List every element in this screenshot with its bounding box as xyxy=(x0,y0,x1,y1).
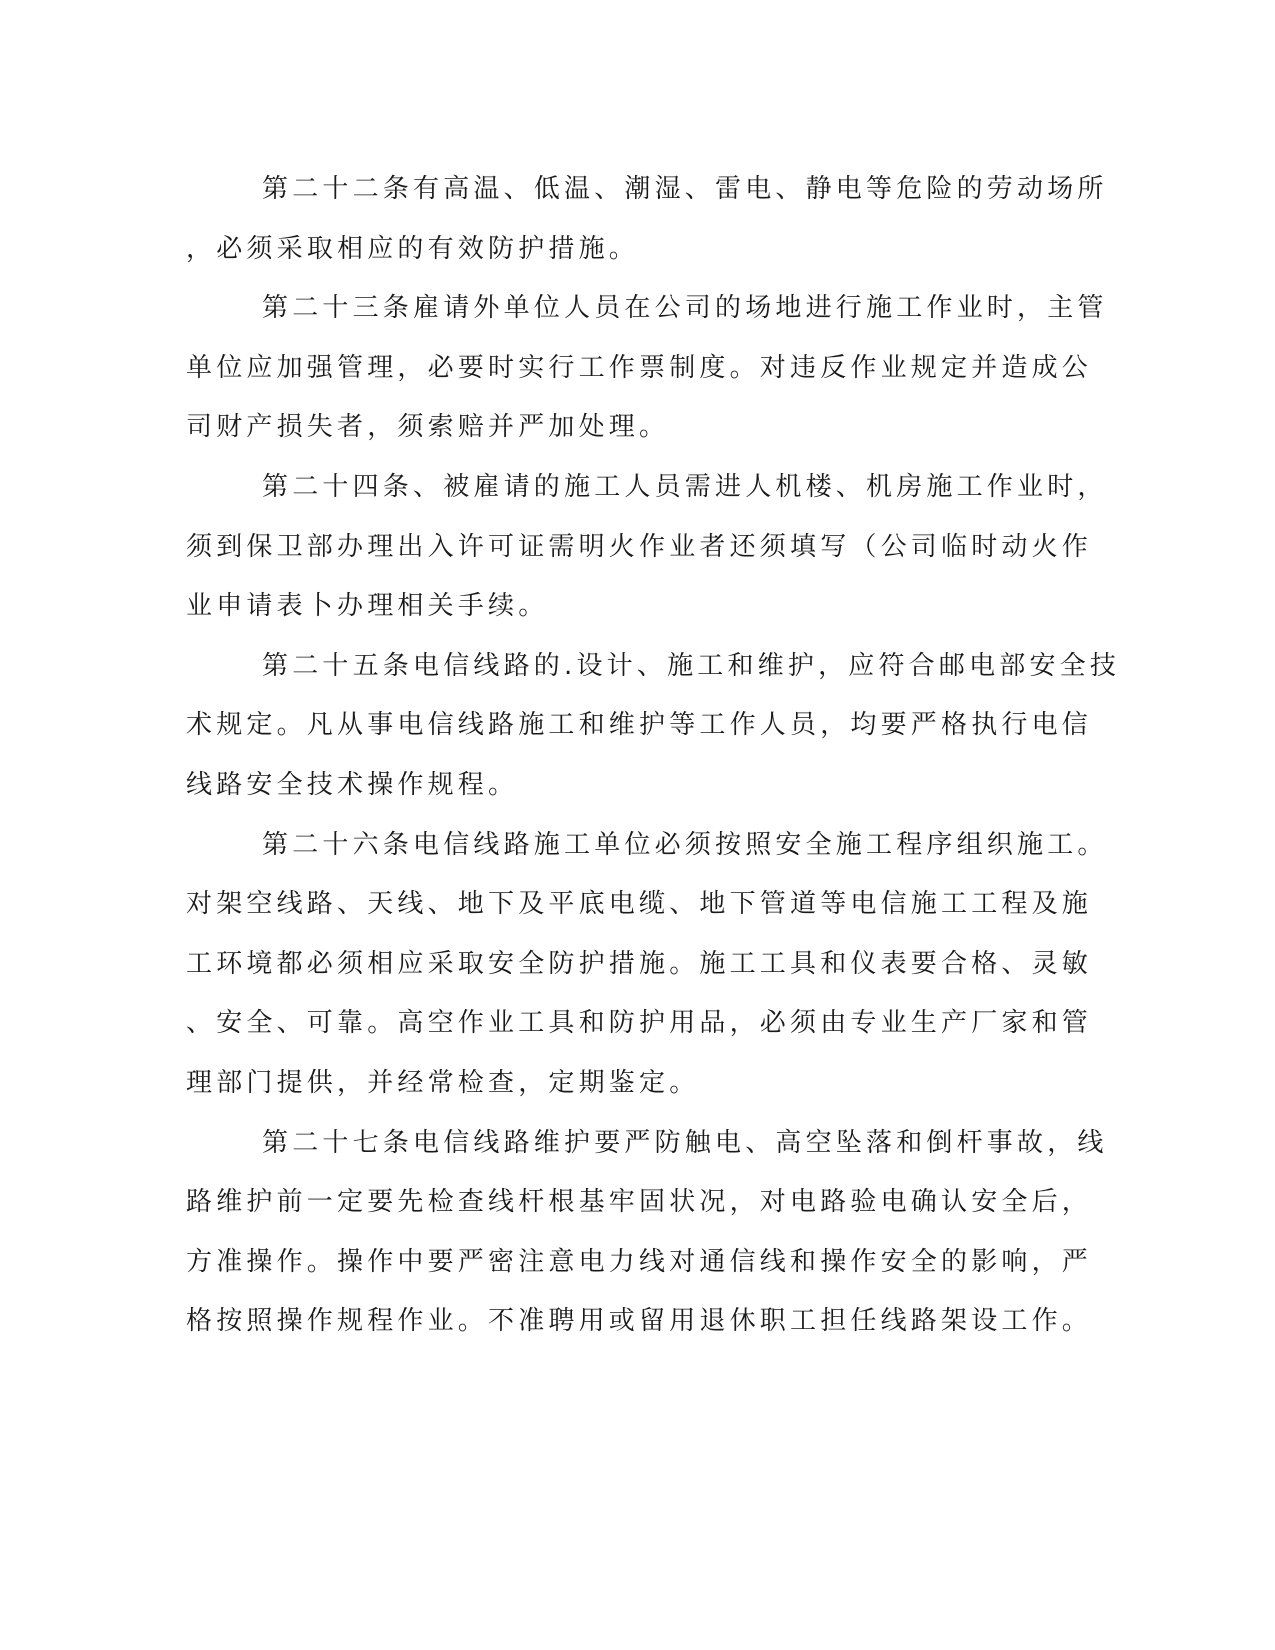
article-27-line-1: 第二十七条电信线路维护要严防触电、高空坠落和倒杆事故，线 xyxy=(262,1127,1108,1158)
article-25-line-3: 线路安全技术操作规程。 xyxy=(186,769,519,800)
article-24-line-1: 第二十四条、被雇请的施工人员需进人机楼、机房施工作业时， xyxy=(262,471,1108,502)
article-26-line-1: 第二十六条电信线路施工单位必须按照安全施工程序组织施工。 xyxy=(262,829,1108,860)
article-26-line-5: 理部门提供，并经常检查，定期鉴定。 xyxy=(186,1067,700,1098)
article-24-line-3: 业申请表卜办理相关手续。 xyxy=(186,591,549,622)
article-27-line-4: 格按照操作规程作业。不准聘用或留用退休职工担任线路架设工作。 xyxy=(186,1306,1093,1337)
article-26-line-4: 、安全、可靠。高空作业工具和防护用品，必须由专业生产厂家和管 xyxy=(186,1008,1093,1039)
document-body xyxy=(186,160,1121,1352)
article-27-line-2: 路维护前一定要先检查线杆根基牢固状况，对电路验电确认安全后， xyxy=(186,1187,1093,1218)
article-22-line-2: ，必须采取相应的有效防护措施。 xyxy=(186,233,640,264)
article-23-line-3: 司财产损失者，须索赔并严加处理。 xyxy=(186,412,670,443)
article-25-line-2: 术规定。凡从事电信线路施工和维护等工作人员，均要严格执行电信 xyxy=(186,710,1093,741)
article-23-line-2: 单位应加强管理，必要时实行工作票制度。对违反作业规定并造成公 xyxy=(186,352,1093,383)
article-26-line-3: 工环境都必须相应采取安全防护措施。施工工具和仪表要合格、灵敏 xyxy=(186,948,1093,979)
article-22-line-1: 第二十二条有高温、低温、潮湿、雷电、静电等危险的劳动场所 xyxy=(262,174,1108,204)
article-24-line-2: 须到保卫部办理出入许可证需明火作业者还须填写（公司临时动火作 xyxy=(186,531,1093,562)
article-27-line-3: 方准操作。操作中要严密注意电力线对通信线和操作安全的影响，严 xyxy=(186,1246,1093,1277)
article-23-line-1: 第二十三条雇请外单位人员在公司的场地进行施工作业时，主管 xyxy=(262,293,1108,324)
article-25-line-1: 第二十五条电信线路的.设计、施工和维护，应符合邮电部安全技 xyxy=(262,650,1121,681)
article-26-line-2: 对架空线路、天线、地下及平底电缆、地下管道等电信施工工程及施 xyxy=(186,889,1093,920)
